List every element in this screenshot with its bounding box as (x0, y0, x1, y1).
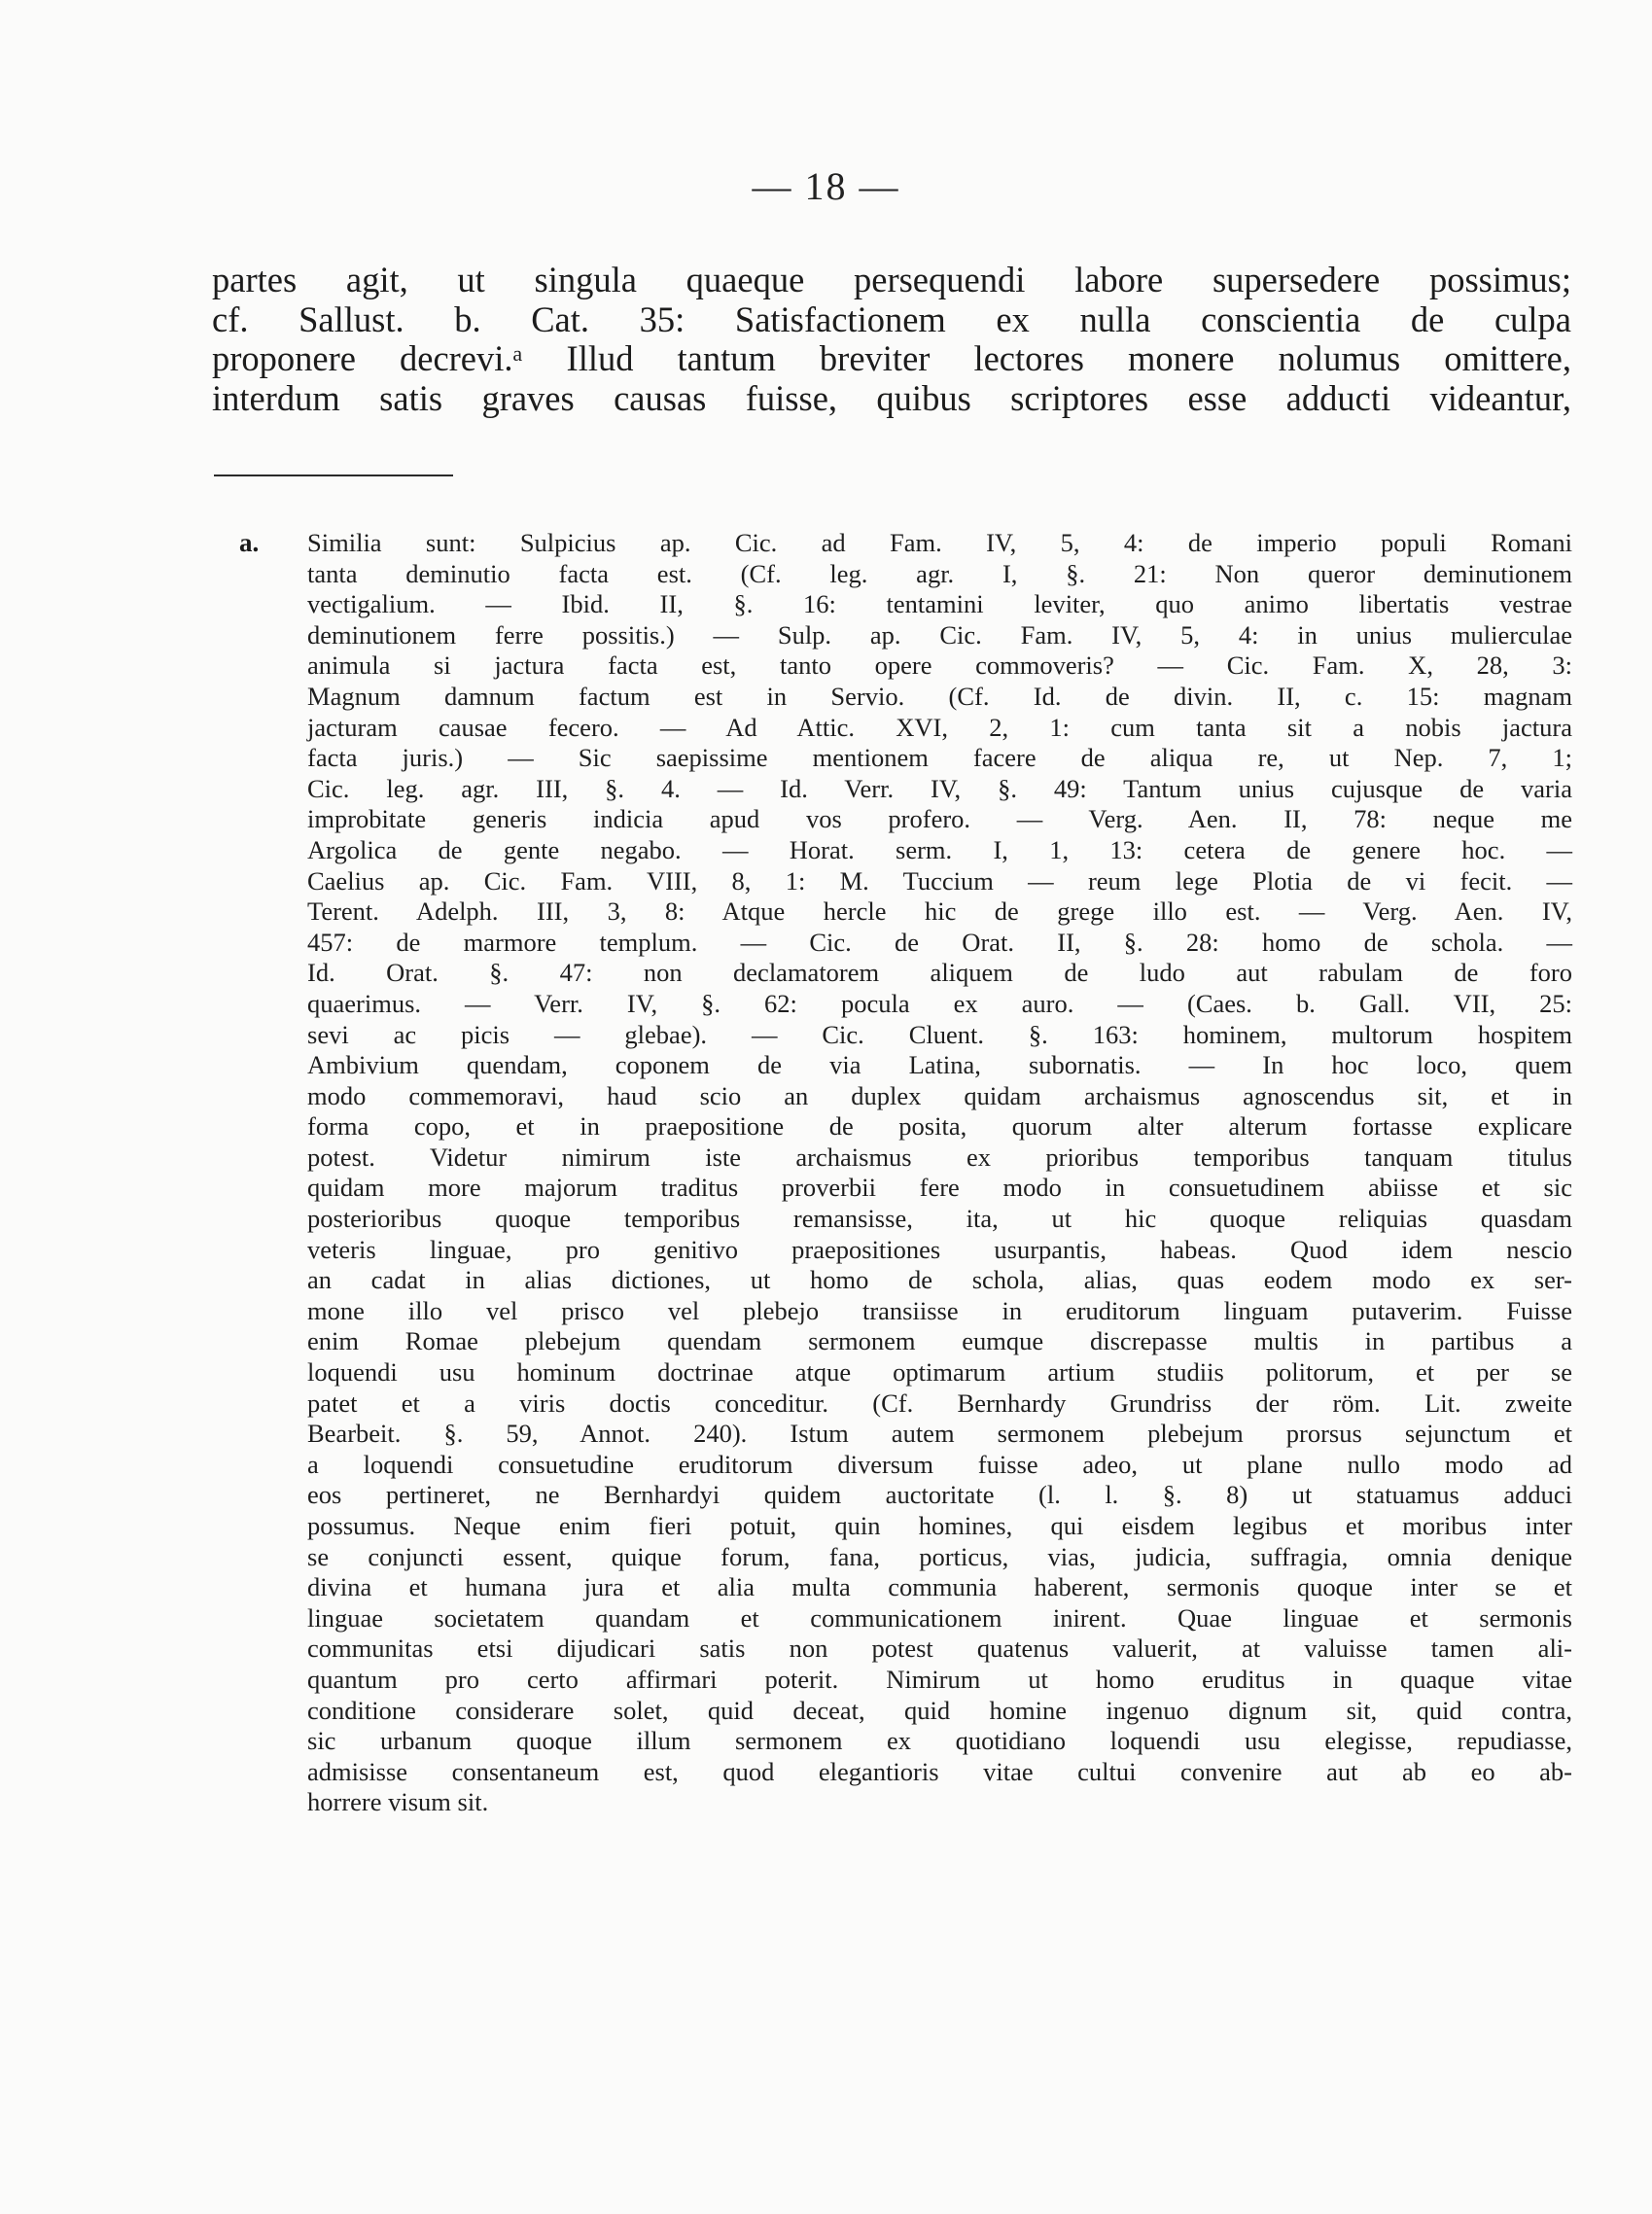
main-text-line: partes agit, ut singula quaeque persequendi labore supersedere possimus; (212, 260, 1571, 299)
page-number: — 18 — (752, 164, 900, 208)
footnote-line: forma copo, et in praepositione de posita, quorum alter alterum fortasse explicare (307, 1111, 1572, 1142)
footnote-line: sic urbanum quoque illum sermonem ex quotidiano loquendi usu elegisse, repudiasse, (307, 1726, 1572, 1756)
footnote-line: horrere visum sit. (307, 1787, 489, 1817)
footnote-marker: a. (239, 528, 260, 557)
footnote-line: divina et humana jura et alia multa communia haberent, sermonis quoque inter se et (307, 1572, 1572, 1602)
footnote-line: Ambivium quendam, coponem de via Latina, subornatis. — In hoc loco, quem (307, 1050, 1572, 1080)
footnote-line: Argolica de gente negabo. — Horat. serm. I, 1, 13: cetera de genere hoc. — (307, 834, 1572, 864)
footnote-line: admisisse consentaneum est, quod elegantioris vitae cultui convenire aut ab eo ab- (307, 1756, 1572, 1786)
footnote-line: potest. Videtur nimirum iste archaismus ex prioribus temporibus tanquam titulus (307, 1142, 1572, 1172)
footnote-line: se conjuncti essent, quique forum, fana, porticus, vias, judicia, suffragia, omnia denique (307, 1541, 1572, 1571)
footnote-line: an cadat in alias dictiones, ut homo de schola, alias, quas eodem modo ex ser- (307, 1265, 1572, 1295)
footnote-line: quidam more majorum traditus proverbii fere modo in consuetudinem abiisse et sic (307, 1173, 1572, 1203)
footnote-separator-rule (214, 474, 453, 476)
footnote-line: patet et a viris doctis conceditur. (Cf. Bernhardy Grundriss der röm. Lit. zweite (307, 1388, 1572, 1418)
main-text-line: proponere decrevi.ᵃ Illud tantum breviter lectores monere nolumus omittere, (212, 338, 1571, 378)
footnote-line: posterioribus quoque temporibus remansisse, ita, ut hic quoque reliquias quasdam (307, 1204, 1572, 1234)
footnote-line: quantum pro certo affirmari poterit. Nimirum ut homo eruditus in quaque vitae (307, 1664, 1572, 1694)
footnote-line: animula si jactura facta est, tanto opere commoveris? — Cic. Fam. X, 28, 3: (307, 650, 1572, 681)
footnote-line: conditione considerare solet, quid deceat, quid homine ingenuo dignum sit, quid contra, (307, 1695, 1572, 1725)
footnote-line: jacturam causae fecero. — Ad Attic. XVI, 2, 1: cum tanta sit a nobis jactura (307, 712, 1572, 742)
footnote-line: communitas etsi dijudicari satis non potest quatenus valuerit, at valuisse tamen ali- (307, 1634, 1572, 1664)
footnote-line: loquendi usu hominum doctrinae atque optimarum artium studiis politorum, et per se (307, 1357, 1572, 1388)
footnote-line: modo commemoravi, haud scio an duplex quidam archaismus agnoscendus sit, et in (307, 1080, 1572, 1110)
footnote-line: mone illo vel prisco vel plebejo transiisse in eruditorum linguam putaverim. Fuisse (307, 1295, 1572, 1325)
footnote-line: possumus. Neque enim fieri potuit, quin homines, qui eisdem legibus et moribus inter (307, 1511, 1572, 1540)
footnote-line: improbitate generis indicia apud vos profero. — Verg. Aen. II, 78: neque me (307, 804, 1572, 834)
footnote-line: sevi ac picis — glebae). — Cic. Cluent. §. 163: hominem, multorum hospitem (307, 1019, 1572, 1049)
footnote-line: 457: de marmore templum. — Cic. de Orat. II, §. 28: homo de schola. — (307, 927, 1572, 957)
footnote-line: Caelius ap. Cic. Fam. VIII, 8, 1: M. Tuccium — reum lege Plotia de vi fecit. — (307, 865, 1572, 896)
footnote-line: veteris linguae, pro genitivo praepositiones usurpantis, habeas. Quod idem nescio (307, 1234, 1572, 1264)
footnote-line: a loquendi consuetudine eruditorum diversum fuisse adeo, ut plane nullo modo ad (307, 1449, 1572, 1479)
footnote-body (307, 528, 1572, 1818)
footnote-line: Magnum damnum factum est in Servio. (Cf. Id. de divin. II, c. 15: magnam (307, 681, 1572, 711)
footnote-line: tanta deminutio facta est. (Cf. leg. agr. I, §. 21: Non queror deminutionem (307, 558, 1572, 588)
main-text-line: cf. Sallust. b. Cat. 35: Satisfactionem ex nulla conscientia de culpa (212, 299, 1571, 339)
footnote-line: Bearbeit. §. 59, Annot. 240). Istum autem sermonem plebejum prorsus sejunctum et (307, 1419, 1572, 1449)
main-text-line: interdum satis graves causas fuisse, quibus scriptores esse adducti videantur, (212, 377, 1571, 418)
footnote-line: Terent. Adelph. III, 3, 8: Atque hercle hic de grege illo est. — Verg. Aen. IV, (307, 896, 1572, 927)
footnote-line: facta juris.) — Sic saepissime mentionem facere de aliqua re, ut Nep. 7, 1; (307, 743, 1572, 773)
footnote-line: Cic. leg. agr. III, §. 4. — Id. Verr. IV, §. 49: Tantum unius cujusque de varia (307, 773, 1572, 803)
footnote-line: vectigalium. — Ibid. II, §. 16: tentamini leviter, quo animo libertatis vestrae (307, 589, 1572, 619)
footnote-line: deminutionem ferre possitis.) — Sulp. ap. Cic. Fam. IV, 5, 4: in unius mulierculae (307, 619, 1572, 650)
main-text (212, 261, 1571, 418)
footnote-line: Id. Orat. §. 47: non declamatorem aliquem de ludo aut rabulam de foro (307, 958, 1572, 988)
footnote-line: eos pertineret, ne Bernhardyi quidem auctoritate (l. l. §. 8) ut statuamus adduci (307, 1480, 1572, 1510)
footnote-line: linguae societatem quandam et communicationem inirent. Quae linguae et sermonis (307, 1602, 1572, 1633)
footnote-line: Similia sunt: Sulpicius ap. Cic. ad Fam. IV, 5, 4: de imperio populi Romani (307, 528, 1572, 557)
footnote-line: quaerimus. — Verr. IV, §. 62: pocula ex auro. — (Caes. b. Gall. VII, 25: (307, 988, 1572, 1018)
footnote-line: enim Romae plebejum quendam sermonem eumque discrepasse multis in partibus a (307, 1326, 1572, 1356)
